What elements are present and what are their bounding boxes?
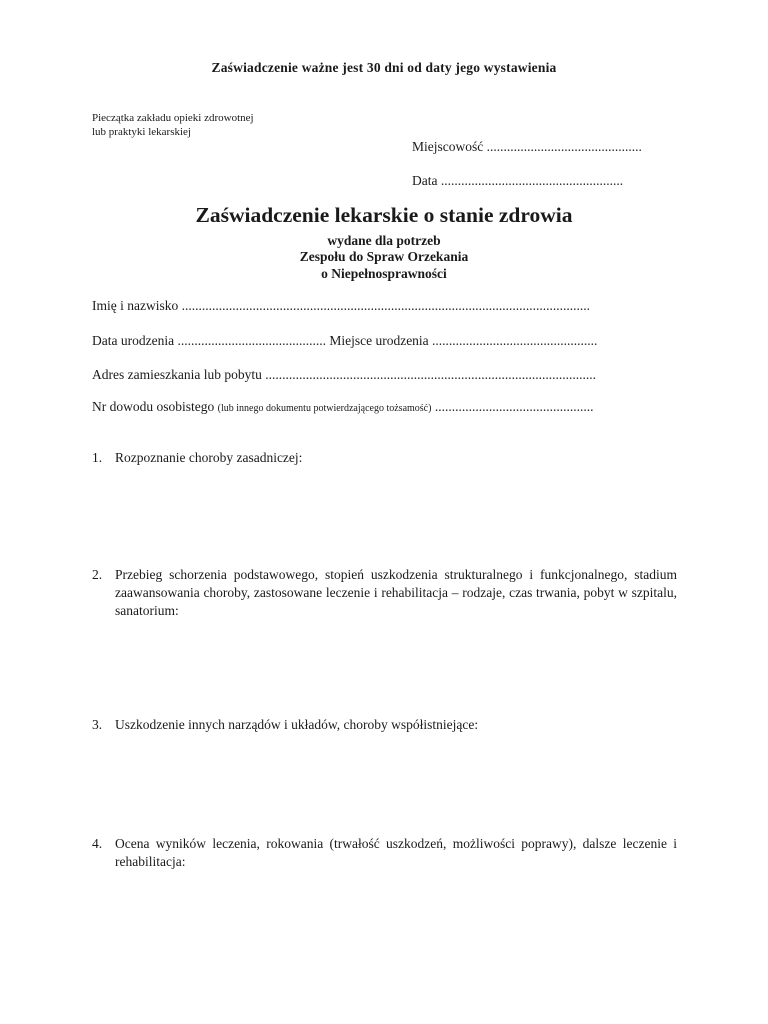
section-2 bbox=[92, 566, 677, 620]
section-number: 2. bbox=[92, 567, 103, 582]
section-text: Uszkodzenie innych narządów i układów, choroby współistniejące: bbox=[115, 717, 479, 732]
section-text: Rozpoznanie choroby zasadniczej: bbox=[115, 450, 303, 465]
id-label: Nr dowodu osobistego bbox=[92, 399, 215, 414]
id-dots: ............................................... bbox=[434, 399, 594, 414]
section-text: Ocena wyników leczenia, rokowania (trwałość uszkodzeń, możliwości poprawy), dalsze leczenie i rehabilitacja: bbox=[115, 836, 677, 869]
document-title: Zaświadczenie lekarskie o stanie zdrowia bbox=[195, 203, 573, 227]
address-field: Adres zamieszkania lub pobytu .................................................................................................. bbox=[92, 367, 596, 382]
validity-note: Zaświadczenie ważne jest 30 dni od daty jego wystawienia bbox=[211, 60, 557, 75]
section-number: 4. bbox=[92, 836, 103, 851]
place-field: Miejscowość .............................................. bbox=[412, 139, 642, 154]
birth-place-field: Miejsce urodzenia ................................................. bbox=[329, 333, 598, 348]
section-text: Przebieg schorzenia podstawowego, stopień uszkodzenia strukturalnego i funkcjonalnego, stadium zaawansowania choroby, zastosowane leczenie i rehabilitacja – rodzaje, czas trwania, pobyt w szpitalu, sanatorium: bbox=[115, 567, 677, 618]
section-3 bbox=[92, 716, 677, 734]
id-note: (lub innego dokumentu potwierdzającego tożsamość) bbox=[217, 403, 432, 414]
stamp-area bbox=[92, 111, 254, 139]
name-field: Imię i nazwisko ......................................................................................................................... bbox=[92, 298, 590, 313]
subtitle-line-1: wydane dla potrzeb bbox=[327, 233, 441, 248]
birth-date-field: Data urodzenia ............................................ bbox=[92, 333, 326, 348]
section-number: 3. bbox=[92, 717, 103, 732]
subtitle-line-2: Zespołu do Spraw Orzekania bbox=[299, 249, 469, 264]
id-row bbox=[92, 399, 593, 415]
section-4 bbox=[92, 835, 677, 871]
birth-row bbox=[92, 333, 597, 349]
section-number: 1. bbox=[92, 450, 103, 465]
subtitle-line-3: o Niepełnosprawności bbox=[321, 266, 447, 281]
stamp-line-2: lub praktyki lekarskiej bbox=[92, 126, 191, 138]
stamp-line-1: Pieczątka zakładu opieki zdrowotnej bbox=[92, 112, 254, 124]
section-1 bbox=[92, 449, 677, 467]
date-field: Data ...................................................... bbox=[412, 173, 624, 188]
